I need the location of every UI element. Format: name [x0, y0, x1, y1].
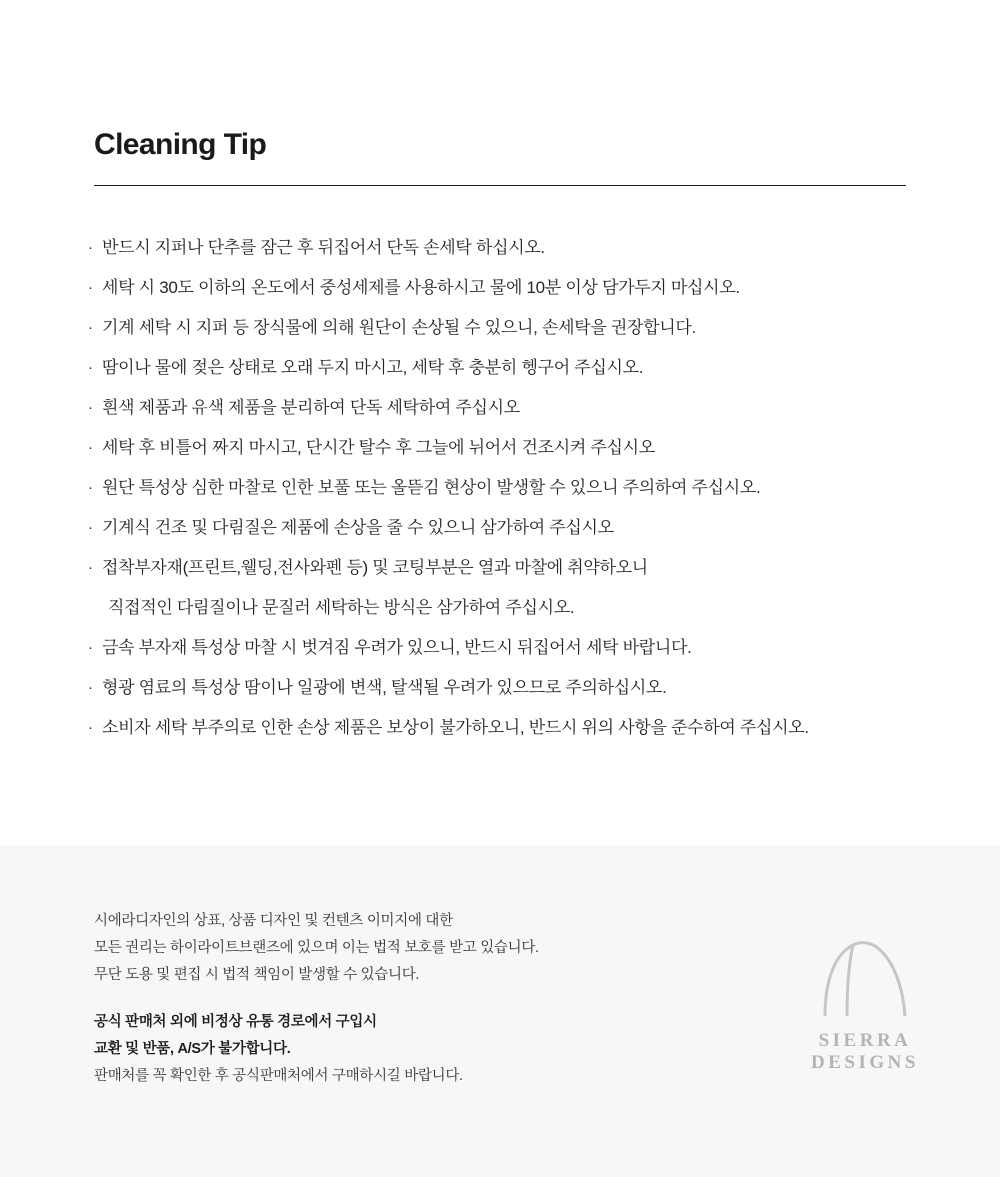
list-item: [88, 428, 948, 468]
distribution-warning-block: [94, 1009, 754, 1090]
list-item: [88, 268, 948, 308]
sierra-arch-icon: [819, 940, 911, 1018]
list-item-label: 반드시 지퍼나 단추를 잠근 후 뒤집어서 단독 손세탁 하십시오.: [102, 238, 545, 257]
list-item: [88, 388, 948, 428]
list-item-label: 금속 부자재 특성상 마찰 시 벗겨짐 우려가 있으니, 반드시 뒤집어서 세탁 바랍니다.: [102, 638, 692, 657]
list-item: [88, 228, 948, 268]
list-item: [88, 308, 948, 348]
list-item-label: 세탁 시 30도 이하의 온도에서 중성세제를 사용하시고 물에 10분 이상 담가두지 마십시오.: [102, 278, 740, 297]
list-item-label: 접착부자재(프린트,웰딩,전사와펜 등) 및 코팅부분은 열과 마찰에 취약하오니: [102, 558, 648, 577]
list-item-text-wrap: [102, 388, 520, 428]
list-item-text-wrap: [102, 428, 655, 468]
list-item-text-wrap: [102, 628, 692, 668]
cleaning-tip-list: [88, 228, 948, 748]
page-title: Cleaning Tip: [94, 128, 267, 161]
bullet-icon: ·: [88, 439, 93, 456]
bullet-icon: ·: [88, 359, 93, 376]
list-item-label: 원단 특성상 심한 마찰로 인한 보풀 또는 올뜯김 현상이 발생할 수 있으니 주의하여 주십시오.: [102, 478, 761, 497]
list-item-text-wrap: [102, 468, 760, 508]
list-item-label: 땀이나 물에 젖은 상태로 오래 두지 마시고, 세탁 후 충분히 헹구어 주십시오.: [102, 358, 644, 377]
list-item-text-wrap: [102, 708, 809, 748]
bullet-icon: ·: [88, 279, 93, 296]
footer-copy-block: [94, 908, 754, 1090]
list-item-text-wrap: [102, 228, 545, 268]
bullet-icon: ·: [88, 479, 93, 496]
list-item-label: 세탁 후 비틀어 짜지 마시고, 단시간 탈수 후 그늘에 뉘어서 건조시켜 주십시오: [102, 438, 655, 457]
list-item-label: 기계 세탁 시 지퍼 등 장식물에 의해 원단이 손상될 수 있으니, 손세탁을 권장합니다.: [102, 318, 696, 337]
list-item-label: 기계식 건조 및 다림질은 제품에 손상을 줄 수 있으니 삼가하여 주십시오: [102, 518, 614, 537]
warning-line: 공식 판매처 외에 비정상 유통 경로에서 구입시: [94, 1014, 377, 1030]
list-item: [88, 668, 948, 708]
list-item: [88, 348, 948, 388]
copyright-line: 시에라디자인의 상표, 상품 디자인 및 컨텐츠 이미지에 대한: [94, 913, 453, 929]
list-item: [88, 468, 948, 508]
list-item-text-wrap: [102, 348, 643, 388]
copyright-line: 무단 도용 및 편집 시 법적 책임이 발생할 수 있습니다.: [94, 967, 420, 983]
list-item: [88, 508, 948, 548]
copyright-line: 모든 권리는 하이라이트브랜즈에 있으며 이는 법적 보호를 받고 있습니다.: [94, 940, 539, 956]
list-item-label: 형광 염료의 특성상 땀이나 일광에 변색, 탈색될 우려가 있으므로 주의하십시오.: [102, 678, 667, 697]
list-item: [88, 548, 948, 628]
list-item-text-wrap: [102, 268, 740, 308]
brand-logo: [800, 940, 930, 1080]
list-item-sublabel: 직접적인 다림질이나 문질러 세탁하는 방식은 삼가하여 주십시오.: [108, 598, 575, 617]
bullet-icon: ·: [88, 519, 93, 536]
footer-section: [0, 845, 1000, 1177]
warning-line: 교환 및 반품, A/S가 불가합니다.: [94, 1041, 291, 1057]
list-item-text-wrap: [102, 508, 614, 548]
title-divider: [94, 185, 906, 186]
bullet-icon: ·: [88, 559, 93, 576]
list-item-text-wrap: [102, 668, 667, 708]
list-item-label: 소비자 세탁 부주의로 인한 손상 제품은 보상이 불가하오니, 반드시 위의 사항을 준수하여 주십시오.: [102, 718, 809, 737]
bullet-icon: ·: [88, 319, 93, 336]
list-item: [88, 628, 948, 668]
list-item: [88, 708, 948, 748]
warning-line: 판매처를 꼭 확인한 후 공식판매처에서 구매하시길 바랍니다.: [94, 1068, 463, 1084]
list-item-text-wrap: [102, 548, 648, 628]
bullet-icon: ·: [88, 719, 93, 736]
list-item-label: 흰색 제품과 유색 제품을 분리하여 단독 세탁하여 주십시오: [102, 398, 520, 417]
bullet-icon: ·: [88, 399, 93, 416]
bullet-icon: ·: [88, 679, 93, 696]
list-item-text-wrap: [102, 308, 696, 348]
brand-name-line1: SIERRA: [818, 1030, 912, 1051]
bullet-icon: ·: [88, 639, 93, 656]
bullet-icon: ·: [88, 239, 93, 256]
brand-name-line2: DESIGNS: [811, 1052, 919, 1073]
